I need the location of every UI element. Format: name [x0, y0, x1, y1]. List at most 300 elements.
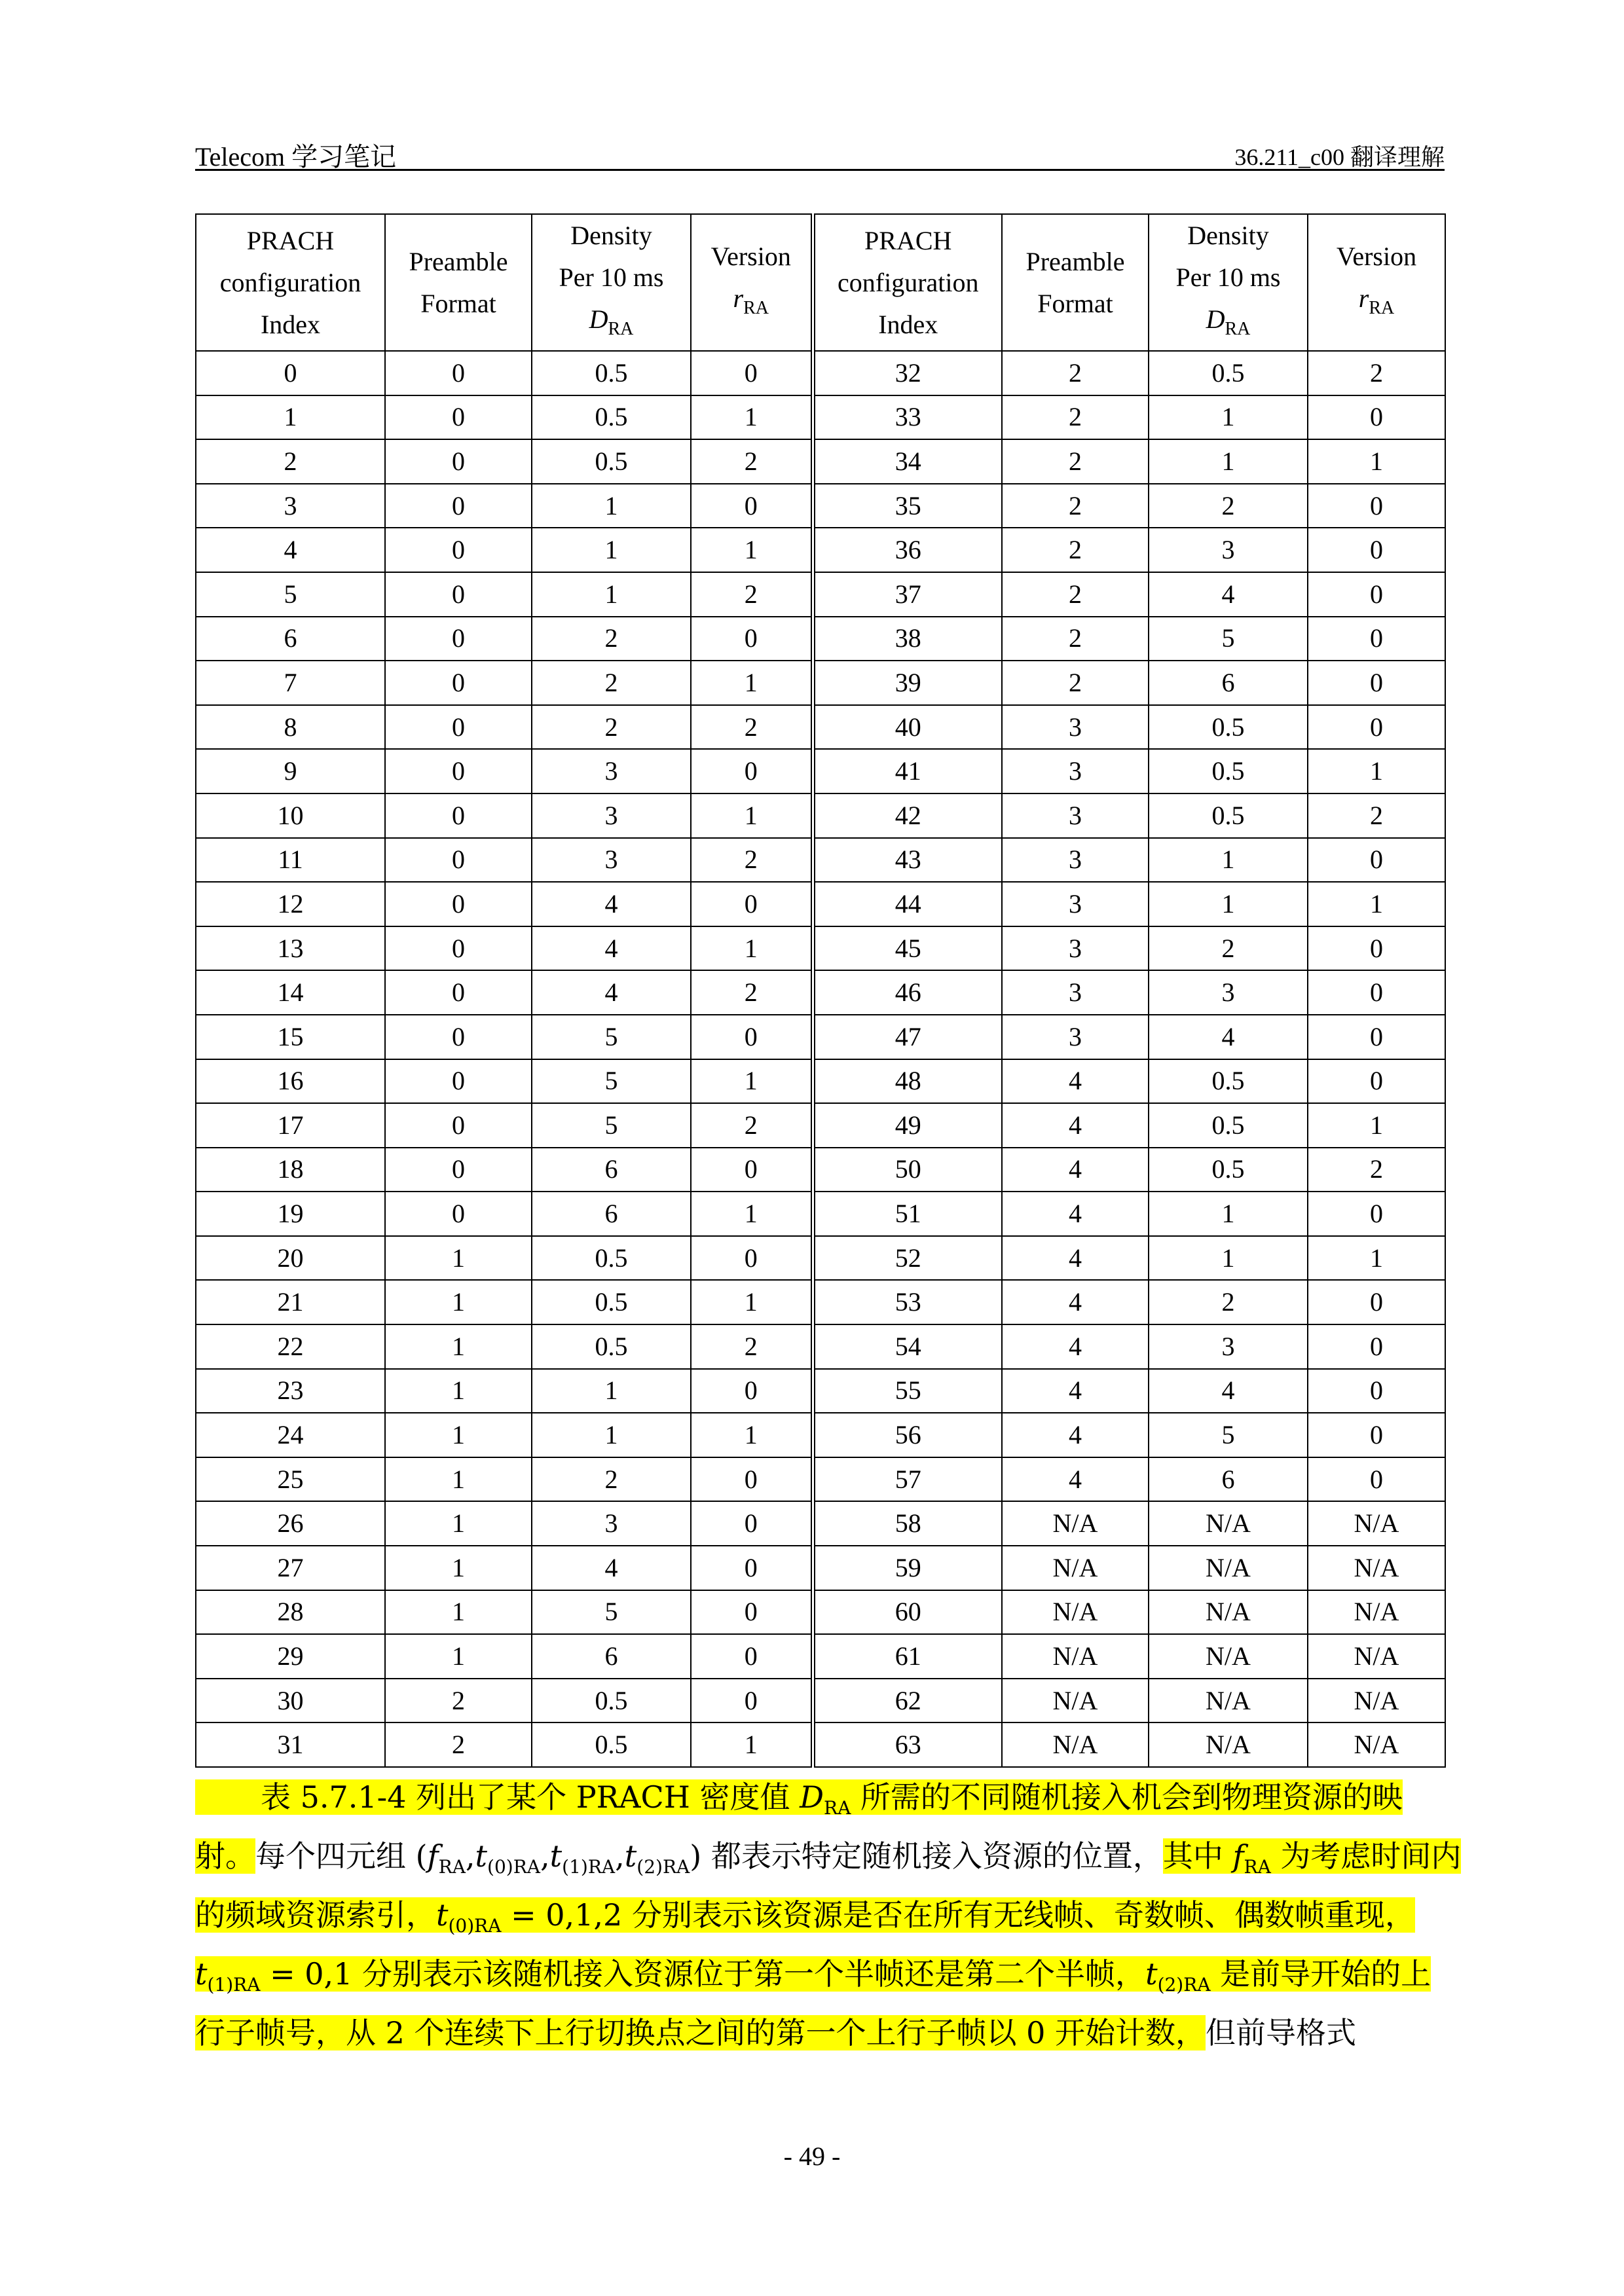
table-cell: 2 — [1308, 351, 1445, 395]
table-cell: 29 — [196, 1634, 385, 1679]
table-cell: 0 — [1308, 617, 1445, 661]
prach-table-body — [196, 351, 1445, 1767]
table-cell: 0 — [691, 1501, 813, 1546]
table-cell: 0.5 — [532, 351, 691, 395]
table-cell: 1 — [385, 1280, 532, 1324]
table-cell: 0 — [691, 1369, 813, 1413]
table-cell: 10 — [196, 793, 385, 838]
table-cell: 0 — [385, 1103, 532, 1148]
table-cell: 1 — [1308, 439, 1445, 484]
table-cell: 0 — [385, 882, 532, 926]
header-config-index: PRACH configuration Index — [813, 214, 1002, 351]
table-cell: 0 — [385, 793, 532, 838]
table-cell: 0 — [385, 1192, 532, 1236]
table-cell: 0 — [1308, 661, 1445, 705]
table-cell: 0.5 — [1149, 1103, 1308, 1148]
table-cell: 1 — [1149, 1236, 1308, 1281]
table-row — [196, 661, 1445, 705]
table-cell: 4 — [532, 1546, 691, 1590]
table-cell: 2 — [1002, 572, 1149, 617]
table-cell: 39 — [813, 661, 1002, 705]
table-row — [196, 572, 1445, 617]
table-cell: 2 — [691, 572, 813, 617]
table-cell: 53 — [813, 1280, 1002, 1324]
table-cell: 1 — [691, 926, 813, 971]
table-cell: 2 — [196, 439, 385, 484]
table-cell: 4 — [1002, 1324, 1149, 1369]
table-cell: 1 — [1308, 1236, 1445, 1281]
table-cell: 38 — [813, 617, 1002, 661]
body-paragraph — [195, 1768, 1462, 2062]
table-cell: N/A — [1308, 1501, 1445, 1546]
table-cell: 0 — [385, 351, 532, 395]
table-cell: 60 — [813, 1590, 1002, 1635]
table-cell: 24 — [196, 1413, 385, 1457]
table-cell: 0.5 — [1149, 793, 1308, 838]
table-cell: 2 — [532, 661, 691, 705]
table-cell: 2 — [1002, 661, 1149, 705]
table-cell: 0 — [1308, 1280, 1445, 1324]
table-cell: 6 — [532, 1192, 691, 1236]
table-cell: 44 — [813, 882, 1002, 926]
table-row — [196, 1722, 1445, 1767]
table-cell: 1 — [1149, 1192, 1308, 1236]
table-cell: 52 — [813, 1236, 1002, 1281]
table-row — [196, 838, 1445, 883]
table-cell: 4 — [1149, 1369, 1308, 1413]
table-row — [196, 528, 1445, 572]
table-cell: 0 — [385, 926, 532, 971]
table-cell: 0 — [1308, 705, 1445, 750]
table-cell: 2 — [691, 439, 813, 484]
table-cell: 0.5 — [532, 439, 691, 484]
table-cell: 2 — [532, 705, 691, 750]
table-cell: N/A — [1002, 1679, 1149, 1723]
table-cell: 0 — [385, 1059, 532, 1104]
table-cell: 43 — [813, 838, 1002, 883]
table-cell: 0 — [385, 661, 532, 705]
table-cell: N/A — [1149, 1501, 1308, 1546]
table-row — [196, 1192, 1445, 1236]
table-cell: 0 — [1308, 484, 1445, 528]
table-cell: 0 — [385, 439, 532, 484]
table-cell: 6 — [532, 1634, 691, 1679]
table-cell: 0 — [385, 1148, 532, 1192]
table-cell: 15 — [196, 1015, 385, 1059]
table-cell: 1 — [691, 1413, 813, 1457]
table-cell: 0 — [1308, 395, 1445, 440]
prach-configuration-table — [195, 213, 1446, 1768]
table-cell: 3 — [1149, 970, 1308, 1015]
table-cell: 2 — [1149, 1280, 1308, 1324]
table-cell: 58 — [813, 1501, 1002, 1546]
table-cell: 25 — [196, 1457, 385, 1502]
table-cell: 30 — [196, 1679, 385, 1723]
table-cell: 1 — [691, 1059, 813, 1104]
table-cell: 1 — [1308, 749, 1445, 793]
table-cell: 0.5 — [532, 395, 691, 440]
table-cell: 4 — [1002, 1457, 1149, 1502]
table-cell: 4 — [1002, 1148, 1149, 1192]
table-cell: 2 — [1002, 351, 1149, 395]
table-cell: 3 — [1002, 882, 1149, 926]
table-cell: 3 — [532, 1501, 691, 1546]
table-cell: 4 — [1002, 1280, 1149, 1324]
table-header-row — [196, 214, 1445, 351]
table-row — [196, 1546, 1445, 1590]
table-cell: 2 — [385, 1679, 532, 1723]
table-cell: 1 — [1149, 395, 1308, 440]
table-cell: 0 — [385, 1015, 532, 1059]
table-cell: 0 — [1308, 572, 1445, 617]
table-cell: 0 — [1308, 1324, 1445, 1369]
table-cell: 0 — [691, 484, 813, 528]
table-cell: 1 — [1149, 439, 1308, 484]
table-cell: 4 — [532, 882, 691, 926]
table-cell: 23 — [196, 1369, 385, 1413]
table-cell: N/A — [1149, 1634, 1308, 1679]
table-cell: 0 — [691, 882, 813, 926]
table-cell: 0 — [385, 528, 532, 572]
table-cell: 61 — [813, 1634, 1002, 1679]
table-cell: 1 — [385, 1236, 532, 1281]
table-cell: 54 — [813, 1324, 1002, 1369]
table-row — [196, 705, 1445, 750]
table-cell: 55 — [813, 1369, 1002, 1413]
table-cell: 41 — [813, 749, 1002, 793]
table-cell: 1 — [385, 1546, 532, 1590]
header-version: Version $r_{RA}$ — [691, 214, 813, 351]
table-row — [196, 1369, 1445, 1413]
table-cell: 1 — [385, 1369, 532, 1413]
table-cell: 0 — [691, 1546, 813, 1590]
table-cell: 1 — [532, 484, 691, 528]
table-cell: 4 — [1002, 1236, 1149, 1281]
table-cell: 5 — [1149, 617, 1308, 661]
table-cell: 1 — [385, 1634, 532, 1679]
table-cell: 2 — [532, 617, 691, 661]
table-cell: 3 — [196, 484, 385, 528]
table-cell: N/A — [1002, 1722, 1149, 1767]
table-cell: 2 — [385, 1722, 532, 1767]
table-row — [196, 351, 1445, 395]
table-cell: 0.5 — [1149, 749, 1308, 793]
table-cell: 36 — [813, 528, 1002, 572]
table-cell: 0.5 — [532, 1280, 691, 1324]
table-cell: 0 — [691, 1236, 813, 1281]
table-cell: 0 — [691, 749, 813, 793]
paragraph-line: 的频域资源索引，$t_{(0)RA} = 0,1,2$ 分别表示该资源是否在所有无线帧、奇数帧、偶数帧重现， — [195, 1897, 1415, 1937]
table-cell: 1 — [385, 1413, 532, 1457]
table-cell: 0 — [1308, 1413, 1445, 1457]
table-cell: 50 — [813, 1148, 1002, 1192]
table-cell: N/A — [1308, 1546, 1445, 1590]
table-row — [196, 926, 1445, 971]
table-cell: 13 — [196, 926, 385, 971]
page-number: - 49 - — [783, 2141, 841, 2171]
table-cell: 1 — [1308, 1103, 1445, 1148]
table-cell: 21 — [196, 1280, 385, 1324]
table-cell: 4 — [1149, 572, 1308, 617]
table-row — [196, 1059, 1445, 1104]
table-cell: 4 — [532, 926, 691, 971]
table-cell: 0 — [1308, 1457, 1445, 1502]
table-cell: 0 — [385, 749, 532, 793]
table-cell: 26 — [196, 1501, 385, 1546]
table-row — [196, 617, 1445, 661]
table-cell: 1 — [691, 661, 813, 705]
table-cell: 5 — [532, 1590, 691, 1635]
table-row — [196, 1457, 1445, 1502]
table-cell: 0 — [1308, 1015, 1445, 1059]
table-cell: 0 — [691, 1457, 813, 1502]
table-row — [196, 882, 1445, 926]
table-cell: 3 — [1002, 1015, 1149, 1059]
table-cell: 14 — [196, 970, 385, 1015]
table-cell: 2 — [691, 970, 813, 1015]
table-cell: 18 — [196, 1148, 385, 1192]
table-cell: 2 — [1002, 528, 1149, 572]
table-cell: 33 — [813, 395, 1002, 440]
table-cell: 5 — [532, 1059, 691, 1104]
paragraph-line: 表 5.7.1-4 列出了某个 PRACH 密度值 $D_{RA}$ 所需的不同随机接入机会到物理资源的映 — [195, 1768, 1445, 1827]
table-cell: N/A — [1149, 1546, 1308, 1590]
table-cell: 2 — [691, 1324, 813, 1369]
table-cell: 2 — [1149, 926, 1308, 971]
table-cell: 2 — [1002, 395, 1149, 440]
table-cell: 0 — [385, 617, 532, 661]
table-cell: 2 — [691, 1103, 813, 1148]
table-cell: 0 — [1308, 1059, 1445, 1104]
table-cell: 19 — [196, 1192, 385, 1236]
table-cell: 0.5 — [1149, 705, 1308, 750]
table-cell: 8 — [196, 705, 385, 750]
table-cell: 7 — [196, 661, 385, 705]
table-row — [196, 1236, 1445, 1281]
table-cell: 2 — [1002, 617, 1149, 661]
header-version: Version $r_{RA}$ — [1308, 214, 1445, 351]
table-cell: 0.5 — [532, 1722, 691, 1767]
table-cell: 0 — [691, 1590, 813, 1635]
table-cell: 0 — [385, 572, 532, 617]
table-cell: 1 — [385, 1324, 532, 1369]
table-row — [196, 1148, 1445, 1192]
table-row — [196, 1103, 1445, 1148]
table-cell: N/A — [1149, 1679, 1308, 1723]
table-cell: 1 — [532, 528, 691, 572]
table-cell: 35 — [813, 484, 1002, 528]
table-cell: 2 — [1308, 1148, 1445, 1192]
table-cell: 48 — [813, 1059, 1002, 1104]
table-cell: 34 — [813, 439, 1002, 484]
table-cell: 4 — [1002, 1413, 1149, 1457]
table-cell: 20 — [196, 1236, 385, 1281]
table-row — [196, 1324, 1445, 1369]
table-cell: 42 — [813, 793, 1002, 838]
table-cell: 0 — [691, 351, 813, 395]
table-cell: 3 — [1002, 793, 1149, 838]
table-cell: N/A — [1002, 1590, 1149, 1635]
table-row — [196, 793, 1445, 838]
table-cell: 0.5 — [532, 1679, 691, 1723]
table-cell: 2 — [1002, 439, 1149, 484]
table-cell: 4 — [1002, 1192, 1149, 1236]
table-cell: N/A — [1308, 1590, 1445, 1635]
table-cell: 3 — [1149, 528, 1308, 572]
table-cell: N/A — [1308, 1634, 1445, 1679]
table-cell: 3 — [1002, 705, 1149, 750]
table-cell: 31 — [196, 1722, 385, 1767]
table-cell: 1 — [532, 1413, 691, 1457]
table-cell: 1 — [532, 1369, 691, 1413]
table-row — [196, 484, 1445, 528]
table-cell: 6 — [1149, 1457, 1308, 1502]
table-cell: 37 — [813, 572, 1002, 617]
table-cell: 3 — [532, 749, 691, 793]
table-cell: 2 — [691, 705, 813, 750]
table-cell: 0 — [1308, 838, 1445, 883]
table-cell: 0 — [1308, 970, 1445, 1015]
table-cell: 6 — [532, 1148, 691, 1192]
table-cell: 0 — [691, 1679, 813, 1723]
header-left-title: Telecom 学习笔记 — [195, 142, 397, 172]
table-cell: 17 — [196, 1103, 385, 1148]
table-cell: 1 — [691, 528, 813, 572]
table-cell: 1 — [691, 793, 813, 838]
table-cell: 1 — [385, 1501, 532, 1546]
table-cell: 56 — [813, 1413, 1002, 1457]
table-row — [196, 439, 1445, 484]
table-cell: 5 — [196, 572, 385, 617]
table-cell: 5 — [532, 1015, 691, 1059]
table-cell: 0 — [1308, 1369, 1445, 1413]
table-cell: N/A — [1308, 1679, 1445, 1723]
table-row — [196, 1413, 1445, 1457]
header-density: Density Per 10 ms $D_{RA}$ — [532, 214, 691, 351]
table-cell: 6 — [196, 617, 385, 661]
table-row — [196, 1015, 1445, 1059]
table-cell: 1 — [1308, 882, 1445, 926]
table-cell: 0 — [691, 617, 813, 661]
table-row — [196, 395, 1445, 440]
paragraph-line: $t_{(1)RA} = 0,1$ 分别表示该随机接入资源位于第一个半帧还是第二个半帧，$t_{(2)RA}$ 是前导开始的上 — [195, 1956, 1431, 1995]
table-cell: 0.5 — [532, 1324, 691, 1369]
table-cell: 0 — [1308, 1192, 1445, 1236]
table-cell: 6 — [1149, 661, 1308, 705]
table-cell: 0.5 — [1149, 351, 1308, 395]
table-cell: 1 — [385, 1457, 532, 1502]
table-cell: 1 — [196, 395, 385, 440]
table-cell: 0 — [1308, 528, 1445, 572]
table-cell: 59 — [813, 1546, 1002, 1590]
table-cell: 2 — [1149, 484, 1308, 528]
table-cell: 1 — [385, 1590, 532, 1635]
table-cell: 5 — [1149, 1413, 1308, 1457]
table-cell: 0 — [1308, 926, 1445, 971]
table-cell: 3 — [1002, 970, 1149, 1015]
table-cell: 1 — [691, 1192, 813, 1236]
table-cell: 0 — [691, 1148, 813, 1192]
table-cell: 3 — [1149, 1324, 1308, 1369]
table-cell: 0 — [196, 351, 385, 395]
table-cell: 12 — [196, 882, 385, 926]
table-cell: N/A — [1308, 1722, 1445, 1767]
table-cell: 57 — [813, 1457, 1002, 1502]
table-cell: 3 — [1002, 838, 1149, 883]
table-cell: 4 — [532, 970, 691, 1015]
table-cell: 62 — [813, 1679, 1002, 1723]
table-cell: N/A — [1002, 1634, 1149, 1679]
table-cell: 5 — [532, 1103, 691, 1148]
table-row — [196, 1590, 1445, 1635]
table-cell: 0 — [385, 705, 532, 750]
header-density: Density Per 10 ms $D_{RA}$ — [1149, 214, 1308, 351]
table-cell: 16 — [196, 1059, 385, 1104]
table-cell: N/A — [1002, 1501, 1149, 1546]
table-cell: 1 — [691, 1722, 813, 1767]
header-preamble-format: Preamble Format — [385, 214, 532, 351]
table-cell: 3 — [1002, 926, 1149, 971]
table-cell: 27 — [196, 1546, 385, 1590]
table-cell: 0.5 — [1149, 1059, 1308, 1104]
table-cell: 11 — [196, 838, 385, 883]
table-cell: 2 — [691, 838, 813, 883]
table-cell: 3 — [1002, 749, 1149, 793]
table-cell: 3 — [532, 838, 691, 883]
table-cell: 0 — [691, 1634, 813, 1679]
table-cell: 9 — [196, 749, 385, 793]
table-cell: 32 — [813, 351, 1002, 395]
table-cell: 1 — [1149, 838, 1308, 883]
table-cell: 0.5 — [532, 1236, 691, 1281]
table-cell: 22 — [196, 1324, 385, 1369]
table-cell: 2 — [532, 1457, 691, 1502]
table-cell: 4 — [1002, 1059, 1149, 1104]
table-cell: 49 — [813, 1103, 1002, 1148]
table-cell: 4 — [196, 528, 385, 572]
table-cell: 4 — [1002, 1369, 1149, 1413]
table-cell: 0 — [385, 838, 532, 883]
table-row — [196, 970, 1445, 1015]
table-row — [196, 1501, 1445, 1546]
header-right-title: 36.211_c00 翻译理解 — [1234, 144, 1445, 170]
table-cell: 28 — [196, 1590, 385, 1635]
paragraph-line: 射。每个四元组 $(f_{RA},t_{(0)RA},t_{(1)RA},t_{(2)RA})$ 都表示特定随机接入资源的位置，其中 $f_{RA}$ 为考虑时间内 — [195, 1838, 1462, 1878]
table-cell: 2 — [1308, 793, 1445, 838]
table-cell: 46 — [813, 970, 1002, 1015]
table-row — [196, 749, 1445, 793]
table-cell: N/A — [1149, 1722, 1308, 1767]
paragraph-line: 行子帧号，从 2 个连续下上行切换点之间的第一个上行子帧以 0 开始计数，但前导格式 — [195, 2015, 1357, 2050]
table-row — [196, 1280, 1445, 1324]
table-cell: 1 — [691, 395, 813, 440]
table-row — [196, 1634, 1445, 1679]
header-preamble-format: Preamble Format — [1002, 214, 1149, 351]
table-cell: 0 — [385, 395, 532, 440]
page-header — [195, 131, 1445, 171]
table-cell: 0 — [385, 970, 532, 1015]
table-cell: 0.5 — [1149, 1148, 1308, 1192]
table-cell: N/A — [1149, 1590, 1308, 1635]
table-cell: 45 — [813, 926, 1002, 971]
table-cell: 40 — [813, 705, 1002, 750]
table-cell: 4 — [1149, 1015, 1308, 1059]
table-row — [196, 1679, 1445, 1723]
table-cell: 0 — [691, 1015, 813, 1059]
header-config-index: PRACH configuration Index — [196, 214, 385, 351]
table-cell: 4 — [1002, 1103, 1149, 1148]
table-cell: 63 — [813, 1722, 1002, 1767]
